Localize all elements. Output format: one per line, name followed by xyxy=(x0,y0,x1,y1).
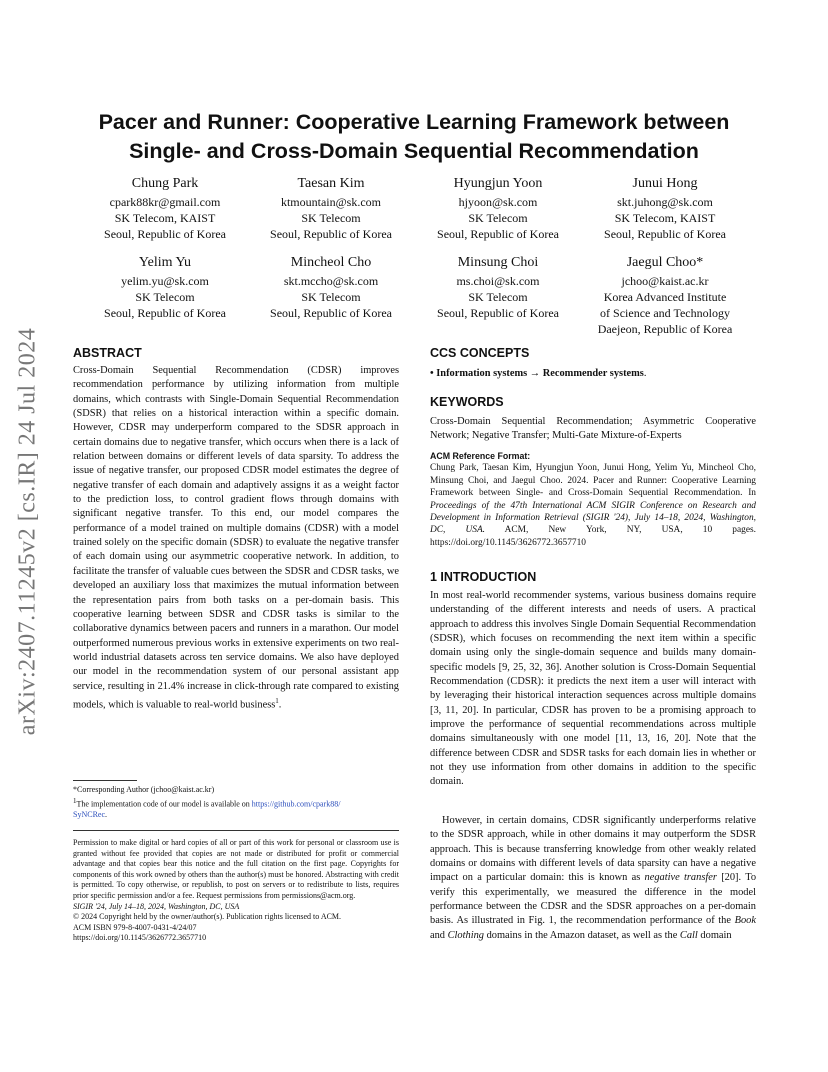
intro-paragraph-1: In most real-world recommender systems, various business domains require understanding of the different interests and needs of users. A practical approach to address this involves Single Domain Sequential Recommendation (SDSR), which focuses on recommending the next item within a specific domain using only the single-domain sequence and builds many domain-specific models [9, 25, 32, 36]. Another solution is Cross-Domain Sequential Recommendation (CDSR): it predicts the next item a user will interact with by leveraging their historical interaction sequences across multiple domains [3, 11, 20]. In particular, CDSR has proven to be a promising approach to improve the performance of sequential recommendations across multiple domains simultaneously with one model [11, 13, 16, 20]. Note that the difference between CDSR and SDSR tasks for each domain lies in whether or not they use information from other domains in addition to the specific domain. xyxy=(430,590,756,788)
author-name: Junui Hong xyxy=(632,176,698,191)
author-block xyxy=(75,175,255,242)
arxiv-stamp: arXiv:2407.11245v2 [cs.IR] 24 Jul 2024 xyxy=(14,327,41,736)
ref-tail: ACM, New York, NY, USA, 10 pages. https://doi.org/10.1145/3626772.3657710 xyxy=(430,525,756,548)
ref-authors: Chung Park, Taesan Kim, Hyungjun Yoon, Junui Hong, Yelim Yu, Mincheol Cho, Minsung Choi, and Jaegul Choo. 2024. Pacer and Runner: Cooperative Learning Framework between Single- and Cross-Domain Sequential Recommendation. In xyxy=(430,463,756,499)
title-line-2: Single- and Cross-Domain Sequential Recommendation xyxy=(129,139,699,163)
abstract-text: Cross-Domain Sequential Recommendation (CDSR) improves recommendation performance by utilizing information from multiple domains, which contrasts with Single-Domain Sequential Recommendation (SDSR) that relies on a historical interaction within a specific domain. However, CDSR may underperform compared to the SDSR approach in certain domains due to negative transfer, which occurs when there is a lack of relation between domains or different levels of data sparsity. To address the issue of negative transfer, our proposed CDSR model estimates the degree of negative transfer of each domain and adaptively assigns it as a weight factor to the prediction loss, to control gradient flows through domains with significant negative transfer. To this end, our model compares the performance of a model trained on multiple domains (CDSR) with a model trained solely on the specific domain (SDSR) to evaluate the negative transfer of each domain using our asymmetric cooperative network. In addition, to facilitate the transfer of valuable cues between the SDSR and CDSR tasks, we developed an auxiliary loss that maximizes the mutual information between the representation pairs from both tasks on a per-domain basis. This cooperative learning between SDSR and CDSR tasks is similar to the collaborative dynamics between pacers and runners in a marathon. Our model outperformed numerous previous works in extensive experiments on two real-world industrial datasets across ten service domains. We also have deployed our model in the recommendation system of our personal assistant app service, resulting in 21.4% increase in click-through rate compared to existing models, which is valuable to real-world business xyxy=(73,365,399,711)
intro-p2-emph: negative transfer xyxy=(644,872,717,884)
author-email: ms.choi@sk.com xyxy=(456,274,540,288)
author-email: hjyoon@sk.com xyxy=(458,195,538,209)
author-block xyxy=(408,175,588,242)
author-location: Seoul, Republic of Korea xyxy=(104,227,226,241)
ref-venue: Proceedings of the 47th International ACM SIGIR Conference on Research and Development in Information Retrieval (SIGIR '24), July 14–18, 2024, Washington, DC, USA. xyxy=(430,500,756,536)
author-affiliation: Korea Advanced Institute xyxy=(603,290,727,304)
author-affiliation: SK Telecom xyxy=(468,290,528,304)
author-email: skt.juhong@sk.com xyxy=(617,195,713,209)
author-location: Seoul, Republic of Korea xyxy=(270,306,392,320)
ccs-bullet: • xyxy=(430,368,437,379)
ccs-concepts xyxy=(430,367,756,381)
abstract-end: . xyxy=(278,699,282,711)
author-name: Chung Park xyxy=(131,176,199,191)
permission-isbn: ACM ISBN 979-8-4007-0431-4/24/07 xyxy=(73,922,197,932)
ccs-end: . xyxy=(643,368,647,379)
acm-reference xyxy=(430,450,756,549)
author-block xyxy=(575,254,755,337)
intro-p2-emph: Book xyxy=(734,915,756,927)
author-block xyxy=(241,175,421,242)
author-name: Jaegul Choo* xyxy=(626,255,704,270)
intro-p2-text: and xyxy=(430,929,448,941)
author-location: Daejeon, Republic of Korea xyxy=(597,322,733,336)
author-affiliation: SK Telecom xyxy=(468,211,528,225)
author-email: yelim.yu@sk.com xyxy=(121,274,209,288)
author-location: Seoul, Republic of Korea xyxy=(604,227,726,241)
intro-p2-text: domain xyxy=(697,929,732,941)
footnote-1-text: The implementation code of our model is available on xyxy=(76,799,252,809)
intro-p2-emph: Call xyxy=(679,929,698,941)
keywords-heading: KEYWORDS xyxy=(430,395,504,409)
footnote-1-end: . xyxy=(105,809,107,819)
title-line-1: Pacer and Runner: Cooperative Learning Framework between xyxy=(98,110,730,134)
ccs-concept: Information systems → Recommender systems xyxy=(436,368,644,379)
intro-paragraph-2 xyxy=(430,814,756,943)
code-link[interactable]: https://github.com/cpark88/ xyxy=(251,799,341,809)
author-location: Seoul, Republic of Korea xyxy=(270,227,392,241)
author-email: jchoo@kaist.ac.kr xyxy=(621,274,709,288)
permission-doi[interactable]: https://doi.org/10.1145/3626772.3657710 xyxy=(73,933,207,943)
footnote-rule xyxy=(73,780,137,781)
footnote-1 xyxy=(73,796,399,821)
author-location: Seoul, Republic of Korea xyxy=(104,306,226,320)
author-block xyxy=(241,254,421,321)
permission-conference-text: SIGIR '24, July 14–18, 2024, Washington, DC, USA xyxy=(73,901,240,911)
author-name: Mincheol Cho xyxy=(290,255,372,270)
author-block xyxy=(408,254,588,321)
abstract-body xyxy=(73,364,399,713)
acm-reference-text xyxy=(430,462,756,549)
author-affiliation: SK Telecom xyxy=(135,290,195,304)
footnotes xyxy=(73,785,399,820)
footnote-corresponding: *Corresponding Author (jchoo@kaist.ac.kr) xyxy=(73,785,215,794)
intro-p2-text: domains in the Amazon dataset, as well as the xyxy=(483,929,680,941)
paper-title xyxy=(60,108,768,166)
author-affiliation: SK Telecom, KAIST xyxy=(114,211,216,225)
author-block xyxy=(75,254,255,321)
author-name: Hyungjun Yoon xyxy=(453,176,543,191)
author-name: Taesan Kim xyxy=(297,176,365,191)
author-affiliation: SK Telecom xyxy=(301,290,361,304)
permission-conference xyxy=(73,902,399,913)
abstract-heading: ABSTRACT xyxy=(73,346,142,360)
intro-heading: 1 INTRODUCTION xyxy=(430,570,537,584)
footnote-1-mark: 1 xyxy=(73,796,77,805)
author-name: Minsung Choi xyxy=(457,255,539,270)
code-link-cont[interactable]: SyNCRec xyxy=(73,809,105,819)
author-affiliation: SK Telecom xyxy=(301,211,361,225)
permission-copyright: © 2024 Copyright held by the owner/author(s). Publication rights licensed to ACM. xyxy=(73,912,342,922)
author-email: skt.mccho@sk.com xyxy=(283,274,379,288)
abstract-footnote-mark: 1 xyxy=(275,696,279,705)
author-location: Seoul, Republic of Korea xyxy=(437,227,559,241)
permission-text: Permission to make digital or hard copies of all or part of this work for personal or classroom use is granted without fee provided that copies are not made or distributed for profit or commercial advantage and that copies bear this notice and the full citation on the first page. Copyrights for components of this work owned by others than the author(s) must be honored. Abstracting with credit is permitted. To copy otherwise, or republish, to post on servers or to redistribute to lists, requires prior specific permission and/or a fee. Request permissions from permissions@acm.org. xyxy=(73,838,399,900)
author-location: Seoul, Republic of Korea xyxy=(437,306,559,320)
acm-reference-heading: ACM Reference Format: xyxy=(430,451,531,461)
author-email: ktmountain@sk.com xyxy=(280,195,382,209)
permission-block xyxy=(73,838,399,944)
author-affiliation-2: of Science and Technology xyxy=(600,306,730,320)
keywords-text: Cross-Domain Sequential Recommendation; Asymmetric Cooperative Network; Negative Transfer; Multi-Gate Mixture-of-Experts xyxy=(430,416,756,442)
author-email: cpark88kr@gmail.com xyxy=(109,195,221,209)
author-affiliation: SK Telecom, KAIST xyxy=(614,211,716,225)
author-name: Yelim Yu xyxy=(138,255,192,270)
intro-p2-text: [20]. To verify this experimentally, we measured the difference in the model performance between the CDSR and the SDSR approaches on a per-domain basis. As illustrated in Fig. 1, the recommendation performance of the xyxy=(430,872,757,927)
ccs-heading: CCS CONCEPTS xyxy=(430,346,530,360)
author-block xyxy=(575,175,755,242)
intro-p2-emph: Clothing xyxy=(447,929,484,941)
permission-rule xyxy=(73,830,399,831)
intro-p2-text: However, in certain domains, CDSR significantly underperforms relative to the SDSR approach, while in other domains it may outperform the SDSR approach. This is because transferring knowledge from other weakly related domains or domains with different levels of data sparsity can have a negative impact on a particular domain: this is known as xyxy=(430,815,756,884)
